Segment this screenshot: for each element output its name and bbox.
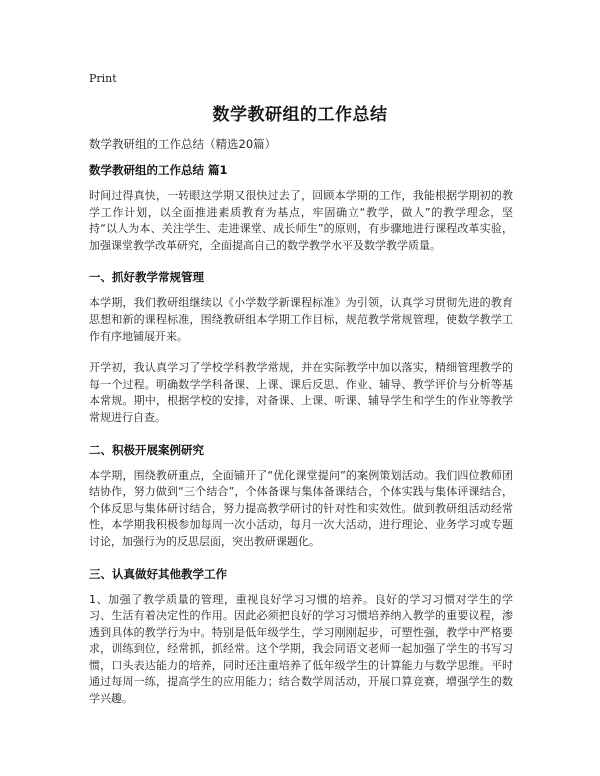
intro-paragraph: 时间过得真快，一转眼这学期又很快过去了，回顾本学期的工作，我能根据学期初的教学工作计划，以全面推进素质教育为基点，牢固确立“教学，做人”的教学理念，坚持“以人为本、关注学生、走进课堂、成长师生”的原则，有步骤地进行课程改革实验，加强课堂教学改革研究，全面提高自己的数学教学水平及数学教学质量。 [89, 189, 513, 252]
heading-routine-management: 一、抓好教学常规管理 [89, 270, 204, 285]
paragraph-routine-1: 本学期，我们教研组继续以《小学数学新课程标准》为引领，认真学习贯彻先进的教育思想和新的课程标准，围绕教研组本学期工作目标，规范教学常规管理，使数学教学工作有序地铺展开来。 [89, 296, 513, 343]
heading-other-work: 三、认真做好其他教学工作 [89, 566, 227, 581]
heading-case-study: 二、积极开展案例研究 [89, 442, 204, 457]
print-label: Print [89, 72, 117, 85]
document-body [89, 136, 513, 723]
paragraph-case-study: 本学期，围绕教研重点，全面铺开了“优化课堂提问”的案例策划活动。我们四位教师团结协作，努力做到“三个结合”，个体备课与集体备课结合，个体实践与集体评课结合，个体反思与集体研讨结合，努力提高教学研讨的针对性和实效性。做到教研组活动经常性，本学期我积极参加每周一次小活动，每月一次大活动，进行理论、业务学习或专题讨论，加强行为的反思层面，突出教研课题化。 [89, 468, 513, 548]
document-subtitle: 数学教研组的工作总结（精选20篇） [89, 137, 277, 151]
paragraph-routine-2: 开学初，我认真学习了学校学科教学常规，并在实际教学中加以落实，精细管理教学的每一个过程。明确数学学科备课、上课、课后反思、作业、辅导、教学评价与分析等基本常规。期中，根据学校的安排，对备课、上课、听课、辅导学生和学生的作业等教学常规进行自查。 [89, 361, 513, 424]
section-heading: 数学教研组的工作总结 篇1 [89, 163, 228, 177]
page-title: 数学教研组的工作总结 [212, 105, 388, 125]
paragraph-other-work: 1、加强了教学质量的管理，重视良好学习习惯的培养。良好的学习习惯对学生的学习、生活有着决定性的作用。因此必须把良好的学习习惯培养纳入教学的重要议程，渗透到具体的教学行为中。特别是低年级学生，学习刚刚起步，可塑性强，教学中严格要求，训练到位，经常抓，抓经常。这个学期，我会同语文老师一起加强了学生的书写习惯，口头表达能力的培养，同时还注重培养了低年级学生的计算能力与数学思维。平时通过每周一练，提高学生的应用能力；结合数学周活动，开展口算竞赛，增强学生的数学兴趣。 [89, 592, 513, 706]
